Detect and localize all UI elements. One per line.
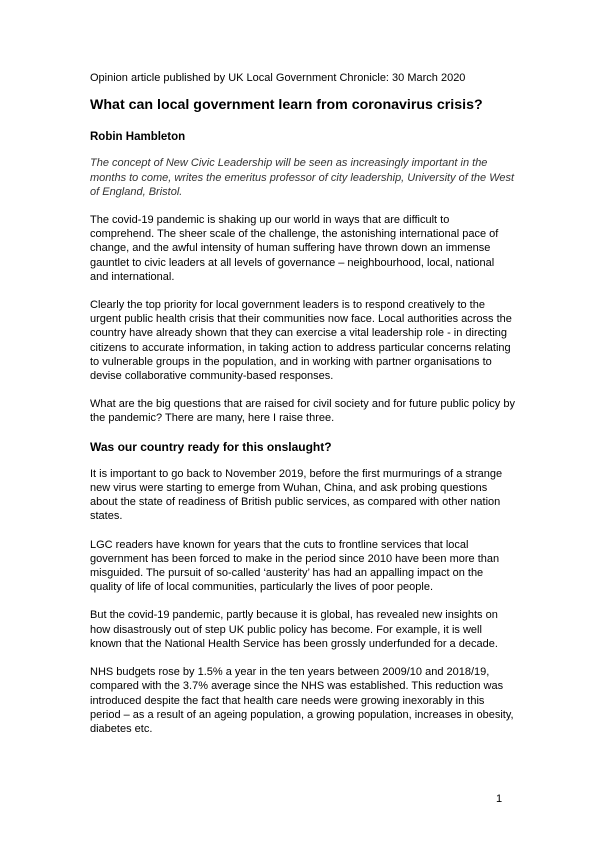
paragraph: It is important to go back to November 2019, before the first murmurings of a strange new virus were starting to emerge from Wuhan, China, and ask probing questions about the state of readiness of British public services, as compared with other nation states. [90,467,503,523]
paragraph: LGC readers have known for years that the cuts to frontline services that local government has been forced to make in the period since 2010 have been more than misguided. The pursuit of so-called ‘austerity’ has had an appalling impact on the quality of life of local communities, particularly the lives of poor people. [90,538,500,594]
page-number: 1 [496,793,503,805]
paragraph: But the covid-19 pandemic, partly because it is global, has revealed new insights on how disastrously out of step UK public policy has become. For example, it is well known that the National Health Service has been grossly underfunded for a decade. [90,609,498,650]
article-standfirst: The concept of New Civic Leadership will be seen as increasingly important in the months to come, writes the emeritus professor of city leadership, University of the West of England, Bristol. [90,157,515,198]
paragraph: Clearly the top priority for local government leaders is to respond creatively to the urgent public health crisis that their communities now face. Local authorities across the country have already shown that they can exercise a vital leadership role - in directing citizens to accurate information, in taking action to address particular concerns relating to vulnerable groups in the population, and in working with partner organisations to devise collaborative community-based responses. [90,299,512,383]
article-headline: What can local government learn from coronavirus crisis? [90,97,483,114]
paragraph: The covid-19 pandemic is shaking up our world in ways that are difficult to comprehend. The sheer scale of the challenge, the astonishing international pace of change, and the awful intensity of human suffering have thrown down an immense gauntlet to civic leaders at all levels of governance – neighbourhood, local, national and international. [90,214,499,283]
paragraph: NHS budgets rose by 1.5% a year in the ten years between 2009/10 and 2018/19, compared with the 3.7% average since the NHS was established. This reduction was introduced despite the fact that health care needs were growing inexorably in this period – as a result of an ageing population, a growing population, increases in obesity, diabetes etc. [90,666,514,735]
section-subheading: Was our country ready for this onslaught? [90,439,332,454]
paragraph: What are the big questions that are raised for civil society and for future public policy by the pandemic? There are many, here I raise three. [90,398,515,425]
publication-line: Opinion article published by UK Local Government Chronicle: 30 March 2020 [90,72,466,84]
article-body [90,71,515,750]
author-name: Robin Hambleton [90,131,186,144]
